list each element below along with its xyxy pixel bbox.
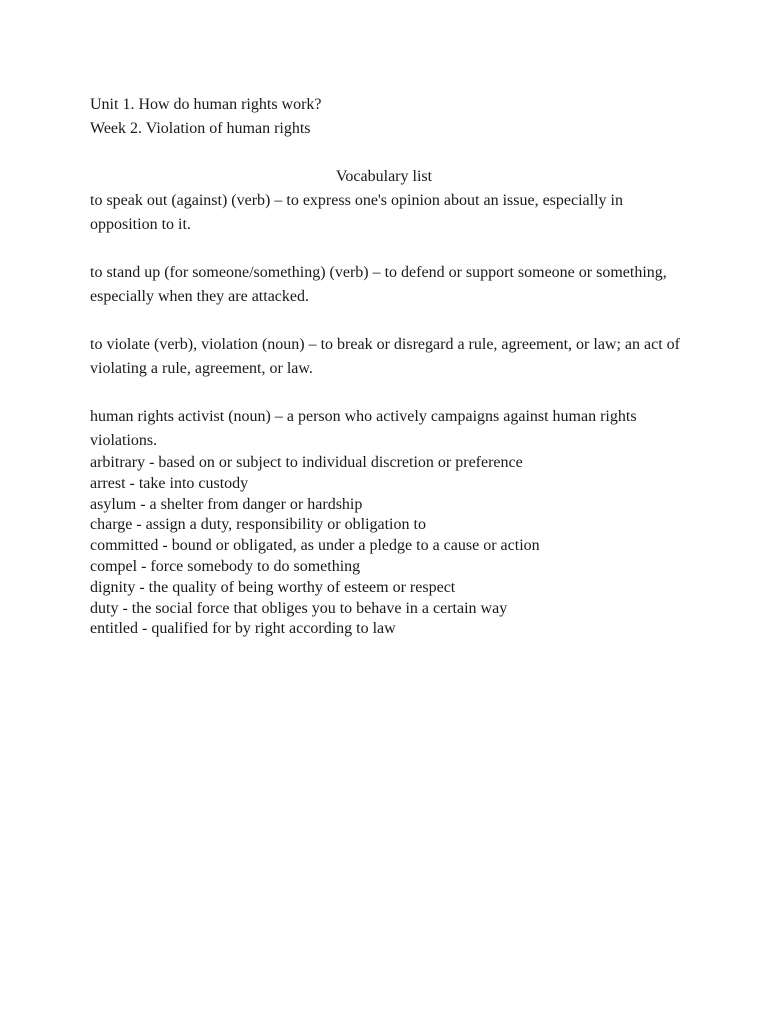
glossary-list <box>90 453 690 640</box>
glossary-item: asylum - a shelter from danger or hardship <box>90 495 363 513</box>
glossary-item: compel - force somebody to do something <box>90 557 361 575</box>
unit-heading: Unit 1. How do human rights work? <box>90 96 322 113</box>
definition-entry: human rights activist (noun) – a person who actively campaigns against human rights violations. <box>90 408 637 449</box>
definition-entry: to speak out (against) (verb) – to express one's opinion about an issue, especially in opposition to it. <box>90 192 623 233</box>
glossary-item: charge - assign a duty, responsibility or obligation to <box>90 516 426 534</box>
glossary-item: arbitrary - based on or subject to individual discretion or preference <box>90 454 523 471</box>
week-heading: Week 2. Violation of human rights <box>90 120 311 137</box>
glossary-item: committed - bound or obligated, as under a pledge to a cause or action <box>90 537 540 555</box>
glossary-item: entitled - qualified for by right according to law <box>90 620 396 638</box>
glossary-item: arrest - take into custody <box>90 474 249 492</box>
definition-entry: to stand up (for someone/something) (verb) – to defend or support someone or something, especially when they are attacked. <box>90 264 667 305</box>
glossary-item: duty - the social force that obliges you to behave in a certain way <box>90 599 508 617</box>
vocabulary-title: Vocabulary list <box>335 168 433 185</box>
glossary-item: dignity - the quality of being worthy of esteem or respect <box>90 578 456 596</box>
document-body <box>90 93 690 640</box>
definitions-section <box>90 189 690 453</box>
definition-entry: to violate (verb), violation (noun) – to break or disregard a rule, agreement, or law; an act of violating a rule, agreement, or law. <box>90 336 680 377</box>
